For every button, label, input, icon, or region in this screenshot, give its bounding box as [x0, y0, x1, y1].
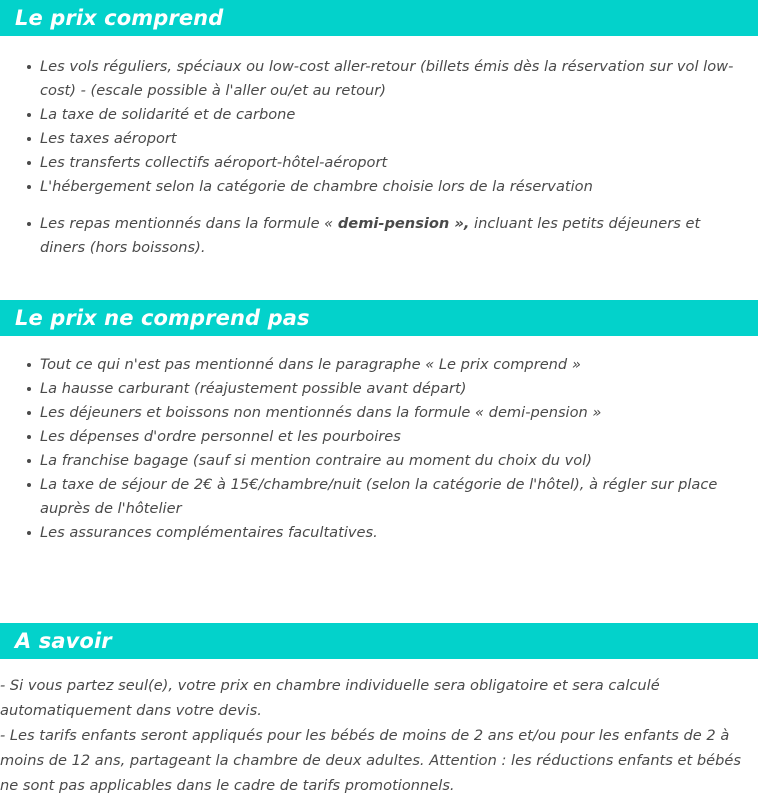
- a-savoir-body: [0, 673, 758, 798]
- list-item: L'hébergement selon la catégorie de chambre choisie lors de la réservation: [0, 175, 758, 199]
- list-item: Les vols réguliers, spéciaux ou low-cost aller-retour (billets émis dès la réservation sur vol low-cost) - (escale possible à l'aller ou/et au retour): [0, 55, 758, 103]
- spacer: [0, 260, 758, 300]
- list-item: La franchise bagage (sauf si mention contraire au moment du choix du vol): [0, 449, 758, 473]
- section-header-le-prix-ne-comprend-pas: Le prix ne comprend pas: [0, 300, 758, 336]
- list-item: Les assurances complémentaires facultatives.: [0, 521, 758, 545]
- excluded-list: [0, 353, 758, 545]
- note-paragraph: - Si vous partez seul(e), votre prix en chambre individuelle sera obligatoire et sera calculé automatiquement dans votre devis.: [0, 677, 660, 719]
- list-item-text-suffix: incluant les petits déjeuners et diners (hors boissons).: [40, 215, 701, 256]
- included-list: [0, 55, 758, 260]
- list-item: Les dépenses d'ordre personnel et les pourboires: [0, 425, 758, 449]
- spacer: [0, 336, 758, 353]
- spacer: [0, 36, 758, 55]
- section-header-le-prix-comprend: Le prix comprend: [0, 0, 758, 36]
- note-paragraph: - Les tarifs enfants seront appliqués pour les bébés de moins de 2 ans et/ou pour les enfants de 2 à moins de 12 ans, partageant la chambre de deux adultes. Attention : les réductions enfants et bébés ne sont pas applicables dans le cadre de tarifs promotionnels.: [0, 727, 741, 794]
- spacer: [0, 659, 758, 673]
- list-item: Les taxes aéroport: [0, 127, 758, 151]
- list-item: La hausse carburant (réajustement possible avant départ): [0, 377, 758, 401]
- spacer: [0, 545, 758, 623]
- section-header-a-savoir: A savoir: [0, 623, 758, 659]
- list-item: Les transferts collectifs aéroport-hôtel-aéroport: [0, 151, 758, 175]
- list-item: Les déjeuners et boissons non mentionnés dans la formule « demi-pension »: [0, 401, 758, 425]
- list-item-text-prefix: Les repas mentionnés dans la formule «: [40, 215, 338, 232]
- list-item: Tout ce qui n'est pas mentionné dans le paragraphe « Le prix comprend »: [0, 353, 758, 377]
- list-item: La taxe de solidarité et de carbone: [0, 103, 758, 127]
- list-item-emphasis: demi-pension »,: [337, 215, 470, 232]
- list-item-demi-pension: [0, 212, 758, 260]
- list-item: La taxe de séjour de 2€ à 15€/chambre/nuit (selon la catégorie de l'hôtel), à régler sur place auprès de l'hôtelier: [0, 473, 758, 521]
